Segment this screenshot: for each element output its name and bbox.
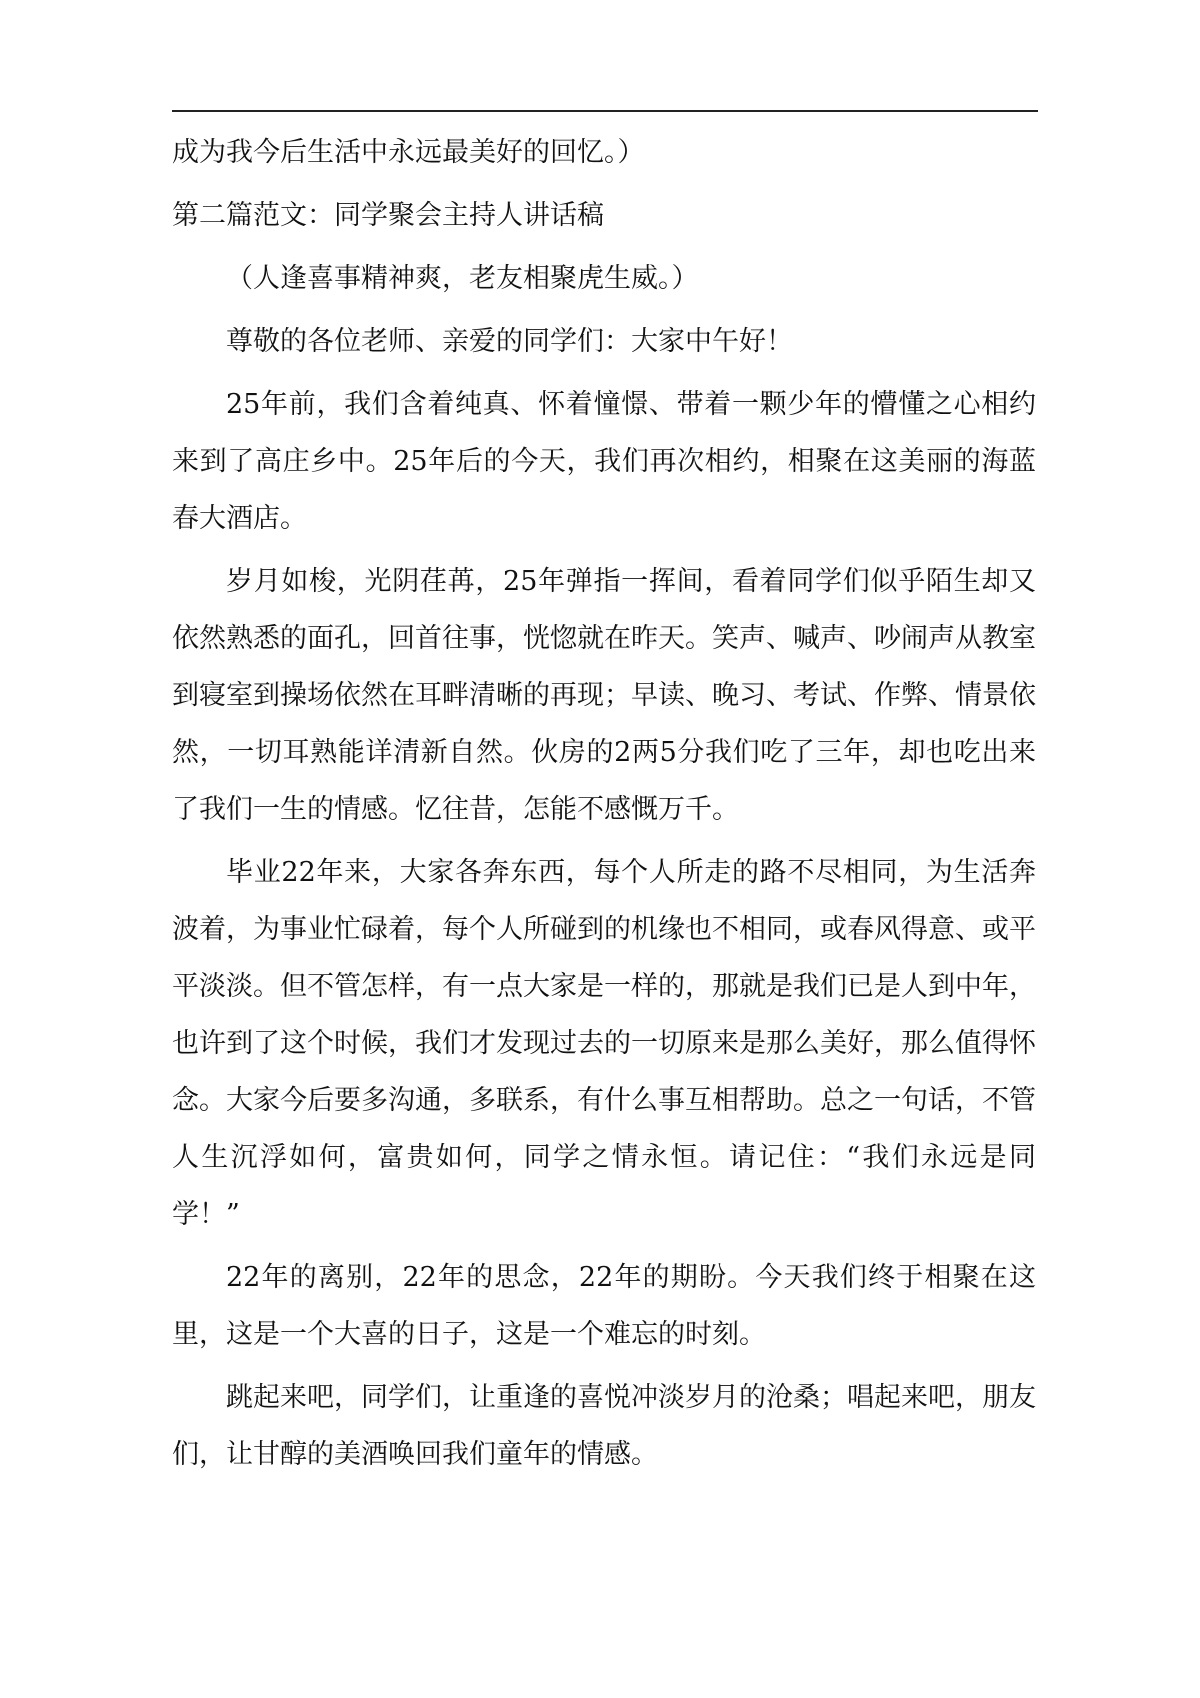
paragraph: 22年的离别，22年的思念，22年的期盼。今天我们终于相聚在这里，这是一个大喜的日子，这是一个难忘的时刻。 [172,1262,1036,1350]
paragraph: 25年前，我们含着纯真、怀着憧憬、带着一颗少年的懵懂之心相约来到了高庄乡中。25年后的今天，我们再次相约，相聚在这美丽的海蓝春大酒店。 [172,389,1036,534]
paragraph: 岁月如梭，光阴荏苒，25年弹指一挥间，看着同学们似乎陌生却又依然熟悉的面孔，回首往事，恍惚就在昨天。笑声、喊声、吵闹声从教室到寝室到操场依然在耳畔清晰的再现；早读、晚习、考试、作弊、情景依然，一切耳熟能详清新自然。伙房的2两5分我们吃了三年，却也吃出来了我们一生的情感。忆往昔，怎能不感慨万千。 [172,566,1036,825]
continuation-line: 成为我今后生活中永远最美好的回忆。） [172,137,645,168]
paragraph: 跳起来吧，同学们，让重逢的喜悦冲淡岁月的沧桑；唱起来吧，朋友们，让甘醇的美酒唤回我们童年的情感。 [172,1382,1036,1470]
document-body [172,124,1036,1489]
paragraph-greeting: 尊敬的各位老师、亲爱的同学们：大家中午好！ [226,326,793,357]
section-heading: 第二篇范文：同学聚会主持人讲话稿 [172,200,604,231]
epigraph: （人逢喜事精神爽，老友相聚虎生威。） [226,263,699,294]
paragraph: 毕业22年来，大家各奔东西，每个人所走的路不尽相同，为生活奔波着，为事业忙碌着，每个人所碰到的机缘也不相同，或春风得意、或平平淡淡。但不管怎样，有一点大家是一样的，那就是我们已是人到中年，也许到了这个时候，我们才发现过去的一切原来是那么美好，那么值得怀念。大家今后要多沟通，多联系，有什么事互相帮助。总之一句话，不管人生沉浮如何，富贵如何，同学之情永恒。请记住：“我们永远是同学！” [172,857,1036,1230]
header-rule [172,110,1038,112]
